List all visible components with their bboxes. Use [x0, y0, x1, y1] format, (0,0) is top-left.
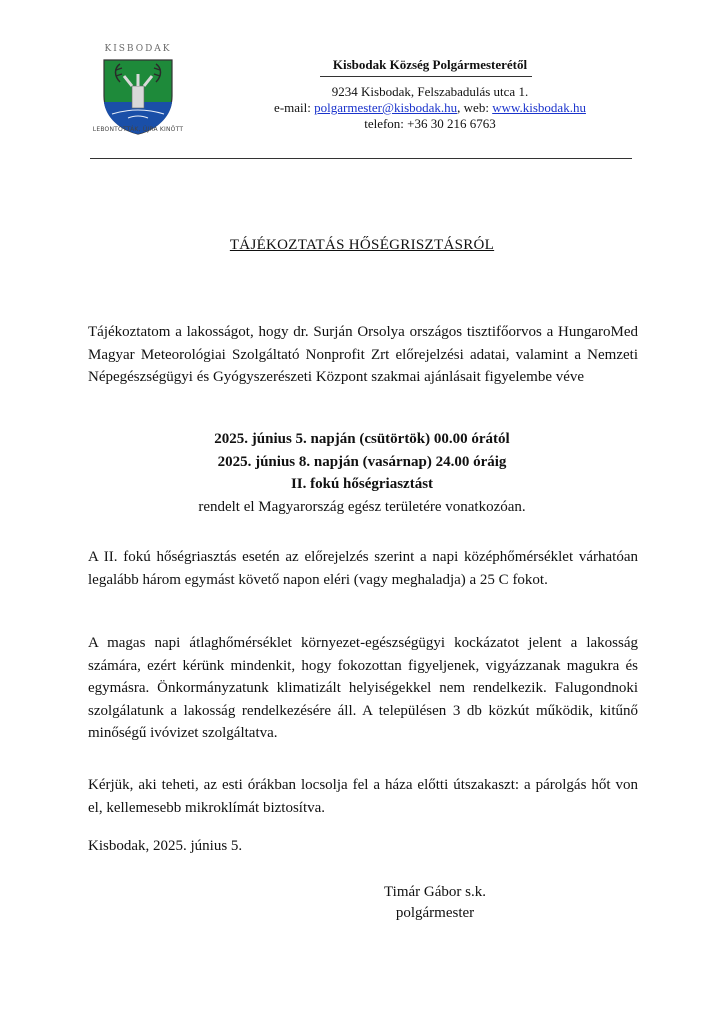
crest-motto: LEBONTOTTÁK, ÚJRA KINŐTT: [92, 126, 184, 133]
signature-block: [340, 882, 530, 924]
risk-paragraph: A magas napi átlaghőmérséklet környezet-egészségügyi kockázatot jelent a lakosság számára, ezért kérünk mindenkit, hogy fokozottan figyeljenek, vigyázzanak magukra és egymásra. Önkormányzatunk klimatizált helyiségekkel nem rendelkezik. Falugondnoki szolgálatunk a lakosság rendelkezésére áll. A településen 3 db közkút működik, kitűnő minőségű ivóvizet szolgáltatva.: [88, 635, 638, 741]
letterhead: [230, 56, 630, 75]
alert-block: [0, 428, 724, 518]
alert-to: 2025. június 8. napján (vasárnap) 24.00 óráig: [217, 453, 507, 470]
header-divider: [90, 158, 632, 159]
signer-role: polgármester: [395, 905, 475, 921]
web-link[interactable]: www.kisbodak.hu: [492, 100, 586, 115]
organization-underline: [320, 76, 532, 77]
alert-from: 2025. június 5. napján (csütörtök) 00.00 órától: [214, 431, 510, 447]
address-line: 9234 Kisbodak, Felszabadulás utca 1.: [331, 84, 529, 99]
alert-level: II. fokú hőségriasztást: [290, 476, 434, 492]
web-prefix: , web:: [457, 100, 493, 115]
level-paragraph: A II. fokú hőségriasztás esetén az előrejelzés szerint a napi középhőmérséklet várhatóan legalább három egymást követő napon eléri (vagy meghaladja) a 25 C fokot.: [88, 549, 638, 588]
phone-line: telefon: +36 30 216 6763: [364, 116, 496, 131]
signer-name: Timár Gábor s.k.: [384, 884, 486, 900]
coat-of-arms-icon: [98, 56, 178, 136]
date-line: Kisbodak, 2025. június 5.: [88, 838, 243, 854]
crest-title: KISBODAK: [104, 44, 172, 54]
document-title: TÁJÉKOZTATÁS HŐSÉGRISZTÁSRÓL: [229, 237, 495, 253]
contact-line: [230, 100, 630, 116]
organization-name: Kisbodak Község Polgármesterétől: [332, 57, 528, 72]
intro-paragraph: Tájékoztatom a lakosságot, hogy dr. Surján Orsolya országos tisztifőorvos a HungaroMed Magyar Meteorológiai Szolgáltató Nonprofit Zrt előrejelzési adatai, valamint a Nemzeti Népegészségügyi és Gyógyszerészeti Központ szakmai ajánlásait figyelembe véve: [88, 324, 638, 385]
alert-scope: rendelt el Magyarország egész területére vonatkozóan.: [198, 498, 526, 515]
email-link[interactable]: polgarmester@kisbodak.hu: [314, 100, 458, 115]
contact-block: [230, 84, 630, 132]
email-prefix: e-mail:: [274, 100, 315, 115]
request-paragraph: Kérjük, aki teheti, az esti órákban locsolja fel a háza előtti útszakaszt: a párolgás hőt von el, kellemesebb mikroklímát biztosítva.: [88, 777, 638, 816]
